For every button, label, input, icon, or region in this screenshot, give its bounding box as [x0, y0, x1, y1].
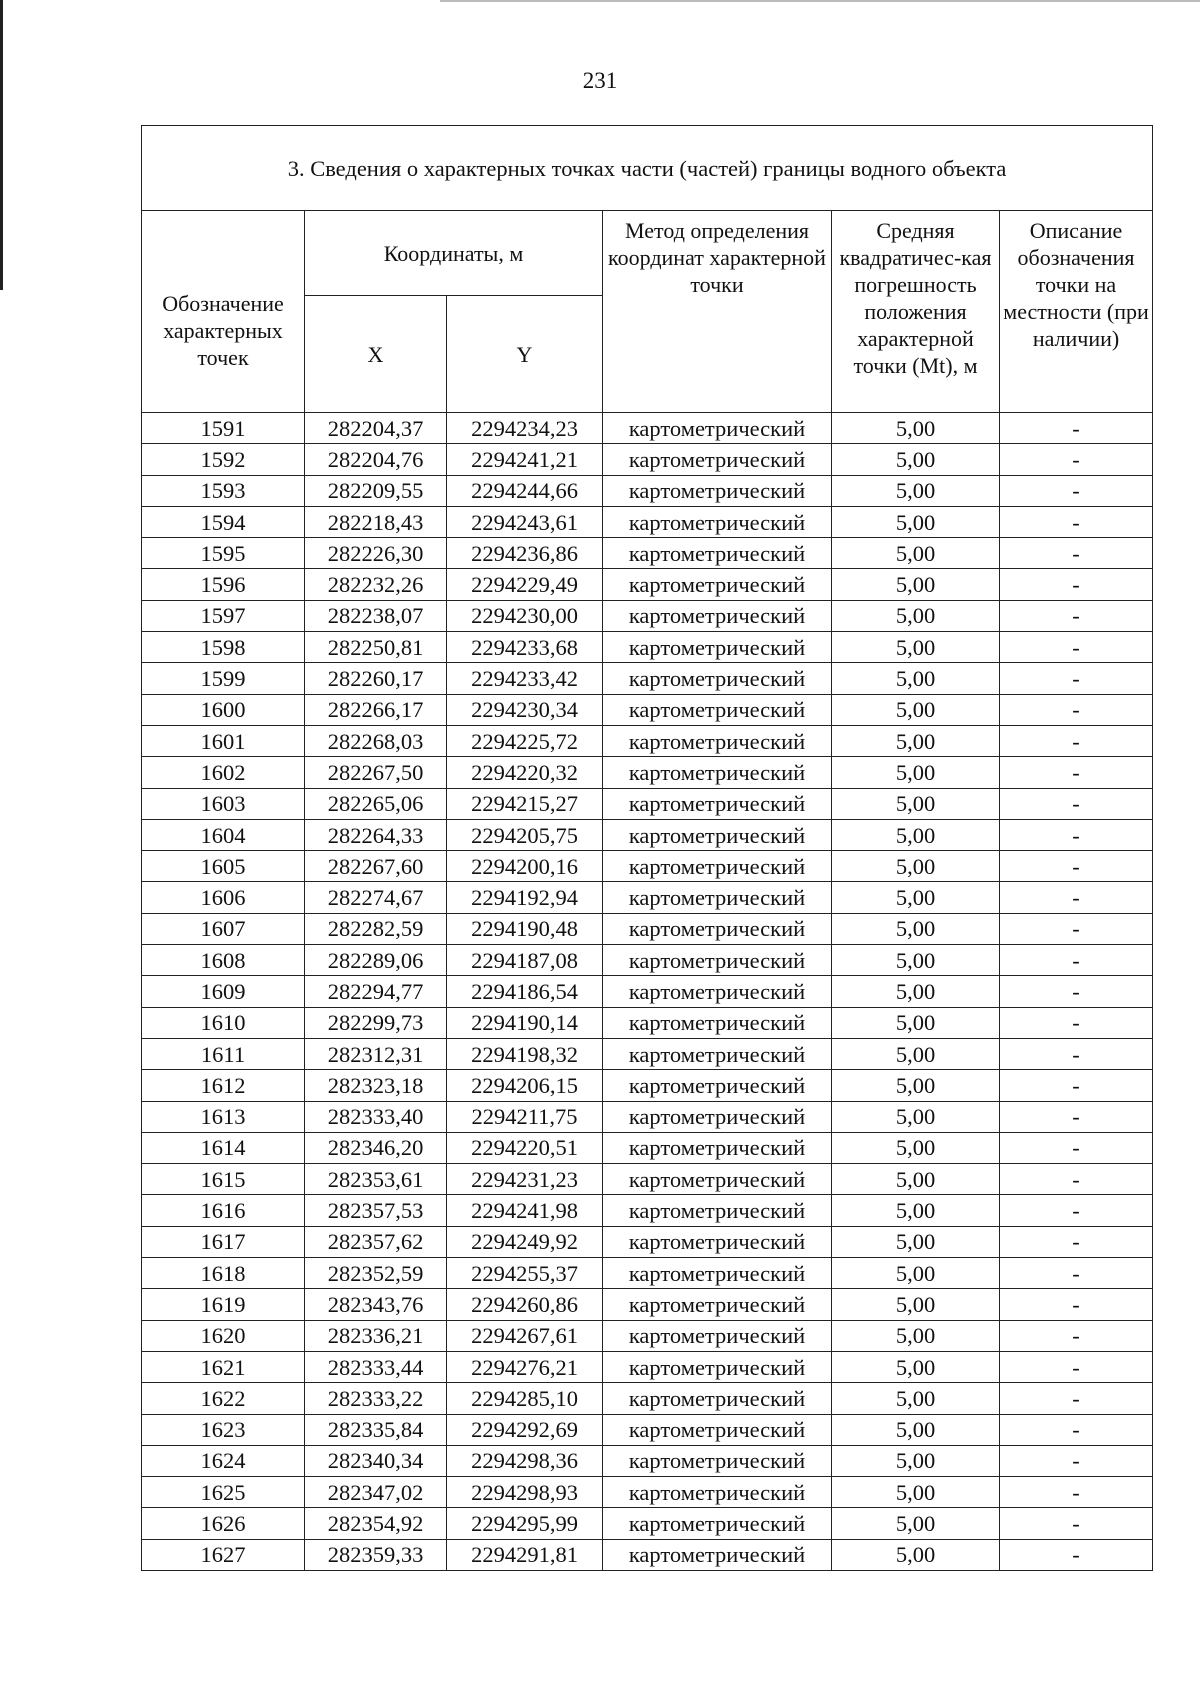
- method-cell: картометрический: [603, 1320, 832, 1351]
- table-row: [142, 757, 1153, 788]
- point-id-cell: 1616: [142, 1195, 305, 1226]
- x-coordinate-cell: 282359,33: [305, 1539, 447, 1570]
- method-cell: картометрический: [603, 1164, 832, 1195]
- points-table: [141, 125, 1153, 1571]
- error-cell: 5,00: [832, 882, 1000, 913]
- error-cell: 5,00: [832, 1038, 1000, 1069]
- description-cell: -: [1000, 725, 1153, 756]
- table-row: [142, 725, 1153, 756]
- description-cell: -: [1000, 976, 1153, 1007]
- table-row: [142, 1226, 1153, 1257]
- table-row: [142, 413, 1153, 444]
- table-row: [142, 1445, 1153, 1476]
- error-cell: 5,00: [832, 913, 1000, 944]
- description-cell: -: [1000, 945, 1153, 976]
- error-cell: 5,00: [832, 569, 1000, 600]
- y-coordinate-cell: 2294220,51: [447, 1132, 603, 1163]
- table-row: [142, 1289, 1153, 1320]
- error-cell: 5,00: [832, 632, 1000, 663]
- point-id-cell: 1604: [142, 819, 305, 850]
- method-cell: картометрический: [603, 1383, 832, 1414]
- y-coordinate-cell: 2294190,14: [447, 1007, 603, 1038]
- point-id-cell: 1617: [142, 1226, 305, 1257]
- header-y: Y: [447, 296, 603, 413]
- x-coordinate-cell: 282218,43: [305, 506, 447, 537]
- error-cell: 5,00: [832, 788, 1000, 819]
- error-cell: 5,00: [832, 1414, 1000, 1445]
- x-coordinate-cell: 282299,73: [305, 1007, 447, 1038]
- point-id-cell: 1593: [142, 475, 305, 506]
- description-cell: -: [1000, 913, 1153, 944]
- point-id-cell: 1619: [142, 1289, 305, 1320]
- table-row: [142, 506, 1153, 537]
- error-cell: 5,00: [832, 1132, 1000, 1163]
- error-cell: 5,00: [832, 506, 1000, 537]
- point-id-cell: 1622: [142, 1383, 305, 1414]
- table-row: [142, 1070, 1153, 1101]
- method-cell: картометрический: [603, 632, 832, 663]
- description-cell: -: [1000, 444, 1153, 475]
- method-cell: картометрический: [603, 1508, 832, 1539]
- point-id-cell: 1600: [142, 694, 305, 725]
- method-cell: картометрический: [603, 413, 832, 444]
- error-cell: 5,00: [832, 1383, 1000, 1414]
- header-designation: Обозначение характерных точек: [142, 211, 305, 413]
- y-coordinate-cell: 2294234,23: [447, 413, 603, 444]
- method-cell: картометрический: [603, 1007, 832, 1038]
- method-cell: картометрический: [603, 725, 832, 756]
- method-cell: картометрический: [603, 600, 832, 631]
- point-id-cell: 1597: [142, 600, 305, 631]
- point-id-cell: 1596: [142, 569, 305, 600]
- method-cell: картометрический: [603, 1477, 832, 1508]
- method-cell: картометрический: [603, 851, 832, 882]
- point-id-cell: 1612: [142, 1070, 305, 1101]
- method-cell: картометрический: [603, 757, 832, 788]
- table-row: [142, 1508, 1153, 1539]
- description-cell: -: [1000, 1539, 1153, 1570]
- x-coordinate-cell: 282226,30: [305, 538, 447, 569]
- x-coordinate-cell: 282353,61: [305, 1164, 447, 1195]
- error-cell: 5,00: [832, 600, 1000, 631]
- y-coordinate-cell: 2294225,72: [447, 725, 603, 756]
- table-row: [142, 1164, 1153, 1195]
- table-row: [142, 444, 1153, 475]
- error-cell: 5,00: [832, 1226, 1000, 1257]
- description-cell: -: [1000, 1101, 1153, 1132]
- description-cell: -: [1000, 694, 1153, 725]
- x-coordinate-cell: 282268,03: [305, 725, 447, 756]
- point-id-cell: 1623: [142, 1414, 305, 1445]
- table-row: [142, 788, 1153, 819]
- error-cell: 5,00: [832, 1007, 1000, 1038]
- x-coordinate-cell: 282333,44: [305, 1351, 447, 1382]
- x-coordinate-cell: 282312,31: [305, 1038, 447, 1069]
- description-cell: -: [1000, 1383, 1153, 1414]
- description-cell: -: [1000, 1445, 1153, 1476]
- y-coordinate-cell: 2294198,32: [447, 1038, 603, 1069]
- error-cell: 5,00: [832, 1445, 1000, 1476]
- method-cell: картометрический: [603, 1195, 832, 1226]
- method-cell: картометрический: [603, 1132, 832, 1163]
- description-cell: -: [1000, 1070, 1153, 1101]
- x-coordinate-cell: 282274,67: [305, 882, 447, 913]
- y-coordinate-cell: 2294192,94: [447, 882, 603, 913]
- x-coordinate-cell: 282250,81: [305, 632, 447, 663]
- y-coordinate-cell: 2294187,08: [447, 945, 603, 976]
- description-cell: -: [1000, 413, 1153, 444]
- header-coordinates: Координаты, м: [305, 211, 603, 296]
- y-coordinate-cell: 2294285,10: [447, 1383, 603, 1414]
- point-id-cell: 1601: [142, 725, 305, 756]
- x-coordinate-cell: 282260,17: [305, 663, 447, 694]
- description-cell: -: [1000, 475, 1153, 506]
- point-id-cell: 1607: [142, 913, 305, 944]
- method-cell: картометрический: [603, 1258, 832, 1289]
- method-cell: картометрический: [603, 506, 832, 537]
- method-cell: картометрический: [603, 1070, 832, 1101]
- point-id-cell: 1598: [142, 632, 305, 663]
- table-row: [142, 1383, 1153, 1414]
- x-coordinate-cell: 282340,34: [305, 1445, 447, 1476]
- method-cell: картометрический: [603, 569, 832, 600]
- y-coordinate-cell: 2294298,36: [447, 1445, 603, 1476]
- table-row: [142, 1007, 1153, 1038]
- table-row: [142, 663, 1153, 694]
- table-row: [142, 1539, 1153, 1570]
- header-description: Описание обозначения точки на местности (при наличии): [1000, 211, 1153, 413]
- point-id-cell: 1614: [142, 1132, 305, 1163]
- description-cell: -: [1000, 1132, 1153, 1163]
- y-coordinate-cell: 2294230,00: [447, 600, 603, 631]
- method-cell: картометрический: [603, 1289, 832, 1320]
- method-cell: картометрический: [603, 1351, 832, 1382]
- x-coordinate-cell: 282343,76: [305, 1289, 447, 1320]
- method-cell: картометрический: [603, 913, 832, 944]
- document-table-container: [141, 125, 1152, 1568]
- table-row: [142, 632, 1153, 663]
- x-coordinate-cell: 282347,02: [305, 1477, 447, 1508]
- x-coordinate-cell: 282267,60: [305, 851, 447, 882]
- description-cell: -: [1000, 600, 1153, 631]
- y-coordinate-cell: 2294243,61: [447, 506, 603, 537]
- method-cell: картометрический: [603, 819, 832, 850]
- error-cell: 5,00: [832, 444, 1000, 475]
- error-cell: 5,00: [832, 976, 1000, 1007]
- y-coordinate-cell: 2294215,27: [447, 788, 603, 819]
- method-cell: картометрический: [603, 694, 832, 725]
- y-coordinate-cell: 2294292,69: [447, 1414, 603, 1445]
- description-cell: -: [1000, 1258, 1153, 1289]
- point-id-cell: 1608: [142, 945, 305, 976]
- error-cell: 5,00: [832, 694, 1000, 725]
- point-id-cell: 1595: [142, 538, 305, 569]
- description-cell: -: [1000, 1414, 1153, 1445]
- table-row: [142, 976, 1153, 1007]
- point-id-cell: 1602: [142, 757, 305, 788]
- point-id-cell: 1603: [142, 788, 305, 819]
- table-row: [142, 1101, 1153, 1132]
- method-cell: картометрический: [603, 945, 832, 976]
- description-cell: -: [1000, 757, 1153, 788]
- method-cell: картометрический: [603, 976, 832, 1007]
- point-id-cell: 1624: [142, 1445, 305, 1476]
- point-id-cell: 1620: [142, 1320, 305, 1351]
- point-id-cell: 1594: [142, 506, 305, 537]
- description-cell: -: [1000, 851, 1153, 882]
- y-coordinate-cell: 2294200,16: [447, 851, 603, 882]
- x-coordinate-cell: 282294,77: [305, 976, 447, 1007]
- point-id-cell: 1626: [142, 1508, 305, 1539]
- description-cell: -: [1000, 632, 1153, 663]
- error-cell: 5,00: [832, 1070, 1000, 1101]
- table-row: [142, 600, 1153, 631]
- x-coordinate-cell: 282323,18: [305, 1070, 447, 1101]
- table-row: [142, 1320, 1153, 1351]
- x-coordinate-cell: 282264,33: [305, 819, 447, 850]
- x-coordinate-cell: 282209,55: [305, 475, 447, 506]
- table-title: 3. Сведения о характерных точках части (частей) границы водного объекта: [142, 126, 1153, 211]
- point-id-cell: 1606: [142, 882, 305, 913]
- x-coordinate-cell: 282265,06: [305, 788, 447, 819]
- error-cell: 5,00: [832, 1477, 1000, 1508]
- y-coordinate-cell: 2294255,37: [447, 1258, 603, 1289]
- y-coordinate-cell: 2294241,98: [447, 1195, 603, 1226]
- point-id-cell: 1627: [142, 1539, 305, 1570]
- point-id-cell: 1618: [142, 1258, 305, 1289]
- y-coordinate-cell: 2294233,68: [447, 632, 603, 663]
- description-cell: -: [1000, 1508, 1153, 1539]
- point-id-cell: 1621: [142, 1351, 305, 1382]
- y-coordinate-cell: 2294206,15: [447, 1070, 603, 1101]
- scan-top-edge: [440, 0, 1200, 2]
- x-coordinate-cell: 282357,62: [305, 1226, 447, 1257]
- description-cell: -: [1000, 1289, 1153, 1320]
- table-row: [142, 475, 1153, 506]
- y-coordinate-cell: 2294291,81: [447, 1539, 603, 1570]
- x-coordinate-cell: 282204,37: [305, 413, 447, 444]
- error-cell: 5,00: [832, 1320, 1000, 1351]
- point-id-cell: 1599: [142, 663, 305, 694]
- table-row: [142, 538, 1153, 569]
- y-coordinate-cell: 2294249,92: [447, 1226, 603, 1257]
- table-row: [142, 569, 1153, 600]
- table-row: [142, 945, 1153, 976]
- x-coordinate-cell: 282354,92: [305, 1508, 447, 1539]
- y-coordinate-cell: 2294267,61: [447, 1320, 603, 1351]
- x-coordinate-cell: 282346,20: [305, 1132, 447, 1163]
- x-coordinate-cell: 282232,26: [305, 569, 447, 600]
- x-coordinate-cell: 282335,84: [305, 1414, 447, 1445]
- table-row: [142, 882, 1153, 913]
- table-row: [142, 1477, 1153, 1508]
- error-cell: 5,00: [832, 1195, 1000, 1226]
- point-id-cell: 1611: [142, 1038, 305, 1069]
- error-cell: 5,00: [832, 819, 1000, 850]
- error-cell: 5,00: [832, 1164, 1000, 1195]
- point-id-cell: 1615: [142, 1164, 305, 1195]
- error-cell: 5,00: [832, 413, 1000, 444]
- point-id-cell: 1610: [142, 1007, 305, 1038]
- x-coordinate-cell: 282238,07: [305, 600, 447, 631]
- point-id-cell: 1605: [142, 851, 305, 882]
- method-cell: картометрический: [603, 1445, 832, 1476]
- method-cell: картометрический: [603, 1414, 832, 1445]
- description-cell: -: [1000, 1226, 1153, 1257]
- description-cell: -: [1000, 506, 1153, 537]
- error-cell: 5,00: [832, 725, 1000, 756]
- x-coordinate-cell: 282336,21: [305, 1320, 447, 1351]
- table-row: [142, 913, 1153, 944]
- method-cell: картометрический: [603, 475, 832, 506]
- description-cell: -: [1000, 1164, 1153, 1195]
- point-id-cell: 1592: [142, 444, 305, 475]
- description-cell: -: [1000, 663, 1153, 694]
- y-coordinate-cell: 2294229,49: [447, 569, 603, 600]
- page-number: 231: [582, 68, 618, 93]
- method-cell: картометрический: [603, 538, 832, 569]
- table-row: [142, 1038, 1153, 1069]
- method-cell: картометрический: [603, 882, 832, 913]
- y-coordinate-cell: 2294205,75: [447, 819, 603, 850]
- point-id-cell: 1625: [142, 1477, 305, 1508]
- y-coordinate-cell: 2294211,75: [447, 1101, 603, 1132]
- method-cell: картометрический: [603, 1539, 832, 1570]
- table-row: [142, 1195, 1153, 1226]
- table-row: [142, 851, 1153, 882]
- y-coordinate-cell: 2294233,42: [447, 663, 603, 694]
- error-cell: 5,00: [832, 1258, 1000, 1289]
- method-cell: картометрический: [603, 1226, 832, 1257]
- method-cell: картометрический: [603, 1101, 832, 1132]
- table-row: [142, 819, 1153, 850]
- error-cell: 5,00: [832, 538, 1000, 569]
- x-coordinate-cell: 282204,76: [305, 444, 447, 475]
- y-coordinate-cell: 2294298,93: [447, 1477, 603, 1508]
- error-cell: 5,00: [832, 663, 1000, 694]
- table-row: [142, 694, 1153, 725]
- point-id-cell: 1609: [142, 976, 305, 1007]
- x-coordinate-cell: 282266,17: [305, 694, 447, 725]
- scan-edge-mark: [0, 0, 3, 290]
- header-method: Метод определения координат характерной точки: [603, 211, 832, 413]
- y-coordinate-cell: 2294190,48: [447, 913, 603, 944]
- error-cell: 5,00: [832, 1539, 1000, 1570]
- y-coordinate-cell: 2294186,54: [447, 976, 603, 1007]
- x-coordinate-cell: 282282,59: [305, 913, 447, 944]
- x-coordinate-cell: 282352,59: [305, 1258, 447, 1289]
- error-cell: 5,00: [832, 1101, 1000, 1132]
- error-cell: 5,00: [832, 1289, 1000, 1320]
- description-cell: -: [1000, 1007, 1153, 1038]
- table-row: [142, 1414, 1153, 1445]
- description-cell: -: [1000, 538, 1153, 569]
- description-cell: -: [1000, 569, 1153, 600]
- table-row: [142, 1132, 1153, 1163]
- point-id-cell: 1591: [142, 413, 305, 444]
- x-coordinate-cell: 282289,06: [305, 945, 447, 976]
- x-coordinate-cell: 282333,22: [305, 1383, 447, 1414]
- y-coordinate-cell: 2294260,86: [447, 1289, 603, 1320]
- description-cell: -: [1000, 1320, 1153, 1351]
- error-cell: 5,00: [832, 1508, 1000, 1539]
- x-coordinate-cell: 282357,53: [305, 1195, 447, 1226]
- description-cell: -: [1000, 1351, 1153, 1382]
- y-coordinate-cell: 2294244,66: [447, 475, 603, 506]
- description-cell: -: [1000, 788, 1153, 819]
- method-cell: картометрический: [603, 788, 832, 819]
- y-coordinate-cell: 2294220,32: [447, 757, 603, 788]
- error-cell: 5,00: [832, 475, 1000, 506]
- y-coordinate-cell: 2294236,86: [447, 538, 603, 569]
- description-cell: -: [1000, 1195, 1153, 1226]
- y-coordinate-cell: 2294231,23: [447, 1164, 603, 1195]
- y-coordinate-cell: 2294295,99: [447, 1508, 603, 1539]
- description-cell: -: [1000, 819, 1153, 850]
- error-cell: 5,00: [832, 945, 1000, 976]
- table-row: [142, 1351, 1153, 1382]
- table-row: [142, 1258, 1153, 1289]
- error-cell: 5,00: [832, 757, 1000, 788]
- error-cell: 5,00: [832, 851, 1000, 882]
- header-x: X: [305, 296, 447, 413]
- method-cell: картометрический: [603, 663, 832, 694]
- error-cell: 5,00: [832, 1351, 1000, 1382]
- header-error: Средняя квадратичес-кая погрешность положения характерной точки (Mt), м: [832, 211, 1000, 413]
- y-coordinate-cell: 2294276,21: [447, 1351, 603, 1382]
- x-coordinate-cell: 282267,50: [305, 757, 447, 788]
- y-coordinate-cell: 2294241,21: [447, 444, 603, 475]
- description-cell: -: [1000, 1038, 1153, 1069]
- method-cell: картометрический: [603, 1038, 832, 1069]
- point-id-cell: 1613: [142, 1101, 305, 1132]
- y-coordinate-cell: 2294230,34: [447, 694, 603, 725]
- description-cell: -: [1000, 1477, 1153, 1508]
- description-cell: -: [1000, 882, 1153, 913]
- method-cell: картометрический: [603, 444, 832, 475]
- x-coordinate-cell: 282333,40: [305, 1101, 447, 1132]
